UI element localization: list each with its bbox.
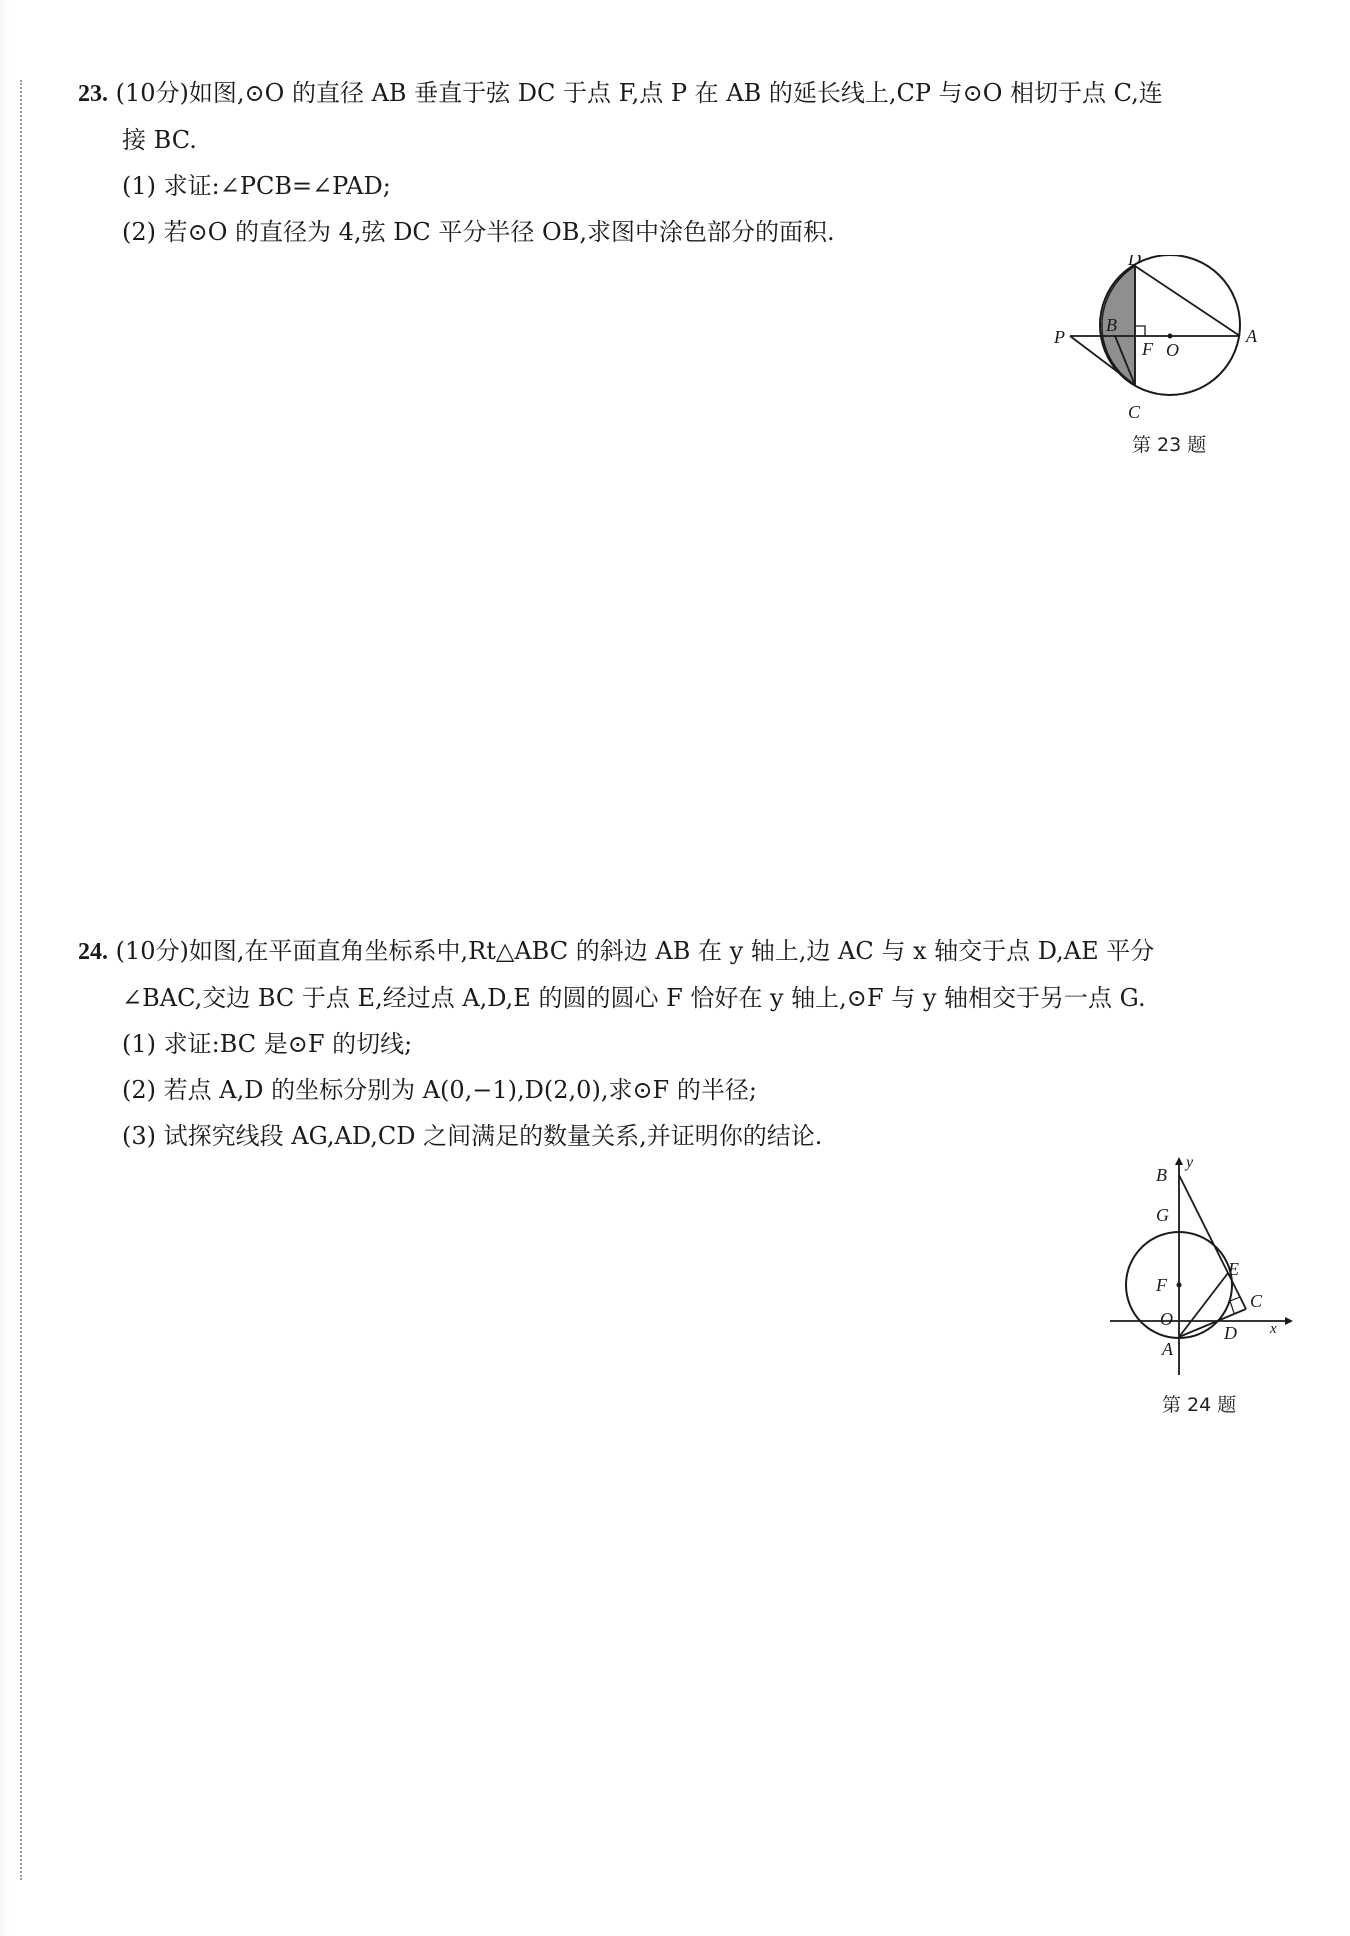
- q24-line-bc: [1179, 1175, 1246, 1309]
- q24-label-d: D: [1224, 1323, 1237, 1343]
- q23-line-da: [1135, 266, 1240, 336]
- q24-label-c: C: [1250, 1291, 1263, 1311]
- q23-caption: 第 23 题: [1132, 434, 1207, 456]
- q24-y-arrow: [1175, 1157, 1183, 1165]
- q23-line1: [78, 70, 1298, 117]
- q23-part1: (1) 求证:∠PCB=∠PAD;: [122, 172, 391, 200]
- q23-label-a: A: [1246, 326, 1257, 346]
- q24-part1: (1) 求证:BC 是⊙F 的切线;: [122, 1030, 413, 1058]
- binding-margin-dotted-line: [20, 80, 22, 1880]
- q24-label-e: E: [1228, 1259, 1239, 1279]
- q24-right-angle-mark: [1230, 1297, 1240, 1313]
- q24-part2: (2) 若点 A,D 的坐标分别为 A(0,−1),D(2,0),求⊙F 的半径;: [122, 1076, 757, 1104]
- q24-label-f: F: [1156, 1275, 1167, 1295]
- q24-number: 24.: [78, 939, 108, 965]
- question-24: [78, 928, 1298, 1159]
- q23-line2: 接 BC.: [122, 126, 197, 154]
- q24-stem-text: (10分)如图,在平面直角坐标系中,Rt△ABC 的斜边 AB 在 y 轴上,边 AC 与 x 轴交于点 D,AE 平分: [115, 937, 1155, 965]
- q23-center-dot: [1168, 334, 1173, 339]
- q23-label-f: F: [1142, 339, 1153, 359]
- q23-label-o: O: [1166, 340, 1179, 360]
- q23-label-p: P: [1054, 327, 1065, 347]
- q23-label-d: D: [1128, 255, 1141, 269]
- q24-center-dot: [1177, 1283, 1182, 1288]
- q24-line2: ∠BAC,交边 BC 于点 E,经过点 A,D,E 的圆的圆心 F 恰好在 y 轴上,⊙F 与 y 轴相交于另一点 G.: [122, 984, 1146, 1012]
- q24-label-g: G: [1156, 1205, 1169, 1225]
- q24-label-x: x: [1270, 1321, 1277, 1337]
- q24-part3: (3) 试探究线段 AG,AD,CD 之间满足的数量关系,并证明你的结论.: [122, 1122, 823, 1150]
- q23-label-b: B: [1106, 315, 1117, 335]
- q23-figure: [1040, 255, 1290, 429]
- q24-x-arrow: [1285, 1317, 1293, 1325]
- q24-label-y: y: [1186, 1155, 1194, 1171]
- question-23: [78, 70, 1298, 255]
- q24-label-o: O: [1160, 1309, 1173, 1329]
- q24-figure: [1100, 1155, 1300, 1384]
- q23-number: 23.: [78, 81, 108, 107]
- q24-caption: 第 24 题: [1162, 1394, 1237, 1416]
- q23-part2: (2) 若⊙O 的直径为 4,弦 DC 平分半径 OB,求图中涂色部分的面积.: [122, 218, 835, 246]
- q24-label-b: B: [1156, 1165, 1167, 1185]
- q23-label-c: C: [1128, 402, 1141, 422]
- q23-right-angle-mark: [1135, 326, 1145, 336]
- q24-line1: [78, 928, 1298, 975]
- q23-stem-text: (10分)如图,⊙O 的直径 AB 垂直于弦 DC 于点 F,点 P 在 AB 的延长线上,CP 与⊙O 相切于点 C,连: [115, 79, 1163, 107]
- q24-label-a: A: [1162, 1339, 1173, 1359]
